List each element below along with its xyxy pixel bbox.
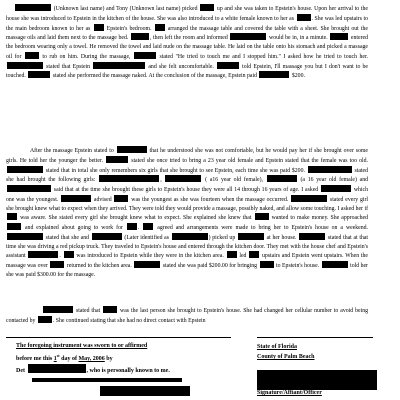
paragraph-text: , [160, 177, 165, 184]
paragraph-text: at her house. [264, 234, 299, 241]
county-label: County of Palm Beach [257, 354, 315, 360]
redaction-block [217, 62, 239, 69]
redaction-block [92, 233, 122, 240]
paragraph-text: stated she performed the massage naked. At the conclusion of the massage, Epstein paid [51, 73, 259, 80]
redaction-block [7, 166, 43, 173]
redaction-block [93, 62, 145, 69]
bottom-redaction-stamp [100, 386, 190, 396]
redaction-block [299, 233, 325, 240]
paragraph-text: told her she was paid $300.00 for the massage. [6, 263, 368, 278]
redaction-block [38, 316, 52, 323]
redaction-block [259, 71, 289, 78]
paragraph-text: . She was led upstairs to the main bedroom known to her as [6, 15, 369, 32]
redaction-block [321, 185, 351, 192]
paragraph-text: to Epstein's house. [274, 263, 321, 269]
footer-rule-left [6, 337, 231, 338]
redaction-block [7, 233, 43, 240]
paragraph-text: entered the bedroom wearing only a towel. He removed the towel and laid nude on the massage table. He laid on the table onto his stomach and picked a massage oil for [6, 35, 368, 60]
paragraph-text: was introduced to Epstein while they were in the kitchen area. [74, 253, 226, 260]
paragraph-text: led [237, 253, 249, 260]
paragraph-text: stated she had brought the following girls: [6, 167, 368, 184]
paragraph-text: wanted to make money. She approached [269, 215, 368, 222]
paragraph-text: stated that she and [44, 234, 91, 241]
det-name-redaction [28, 364, 86, 373]
redaction-block [28, 251, 58, 258]
redaction-block [25, 52, 39, 59]
redaction-block [155, 24, 165, 31]
paragraph-text: said that at the time she brought these girls to Epstein's house they were all 14 through 16 years of age. I asked [52, 187, 321, 193]
paragraph-text: would be in, in a minute. [267, 35, 330, 42]
paragraph-text: . [137, 225, 143, 231]
paragraph-text: (Later identified as [122, 234, 171, 241]
redaction-block [15, 4, 51, 11]
paragraph-text: up and she was taken to Epstein's house. Upon her arrival to the house she was introduced to Epstein in the kitchen of the house. She was also introduced to a white female known to her as [6, 6, 368, 22]
paragraph-text: arranged the massage table and covered the table with a sheet. She brought out the massage oils and laid them next to the massage bed. [6, 25, 368, 42]
redaction-block [94, 24, 104, 31]
paragraph-text: stated "He tried to touch me and I stopped him." I asked how he tried to touch her. [156, 53, 369, 60]
redaction-block [61, 195, 91, 202]
month-year-value: May, 2006 [78, 356, 105, 362]
sworn-line: The foregoing instrument was sworn to or affirmed [16, 343, 148, 349]
paragraph-1 [6, 4, 368, 81]
redaction-block [200, 4, 214, 11]
bottom-redaction-left [32, 378, 182, 382]
paragraph-text: stated that Epstein [44, 63, 93, 70]
paragraph-3 [6, 306, 368, 326]
redaction-block [7, 223, 21, 230]
redaction-block [249, 251, 259, 258]
redaction-block [103, 306, 117, 313]
paragraph-text: was the last person she brought to Epstein's house. She had changed her cellular number to avoid being contacted by [6, 308, 368, 324]
paragraph-text: $200. [290, 73, 305, 80]
redaction-block [127, 223, 137, 230]
footer-rule-right [257, 337, 373, 338]
redaction-block [165, 175, 201, 182]
redaction-block [28, 71, 50, 78]
paragraph-text: (Unknown last name) and Tony (Unknown last name) picked [52, 6, 200, 12]
signature-redaction [257, 370, 377, 390]
signature-label: Signature/Affiant/Officer [257, 390, 322, 396]
paragraph-text: that he understood she was not comfortable, but he would pay her if she brought over some girls. He told her the younger the better. [6, 148, 368, 164]
redaction-block [230, 33, 266, 40]
paragraph-text: told Epstein, I'll massage you but I don't want to be touched. [6, 63, 368, 80]
paragraph-text: was aware. She stated every girl she brought knew what to expect. She explained she knew that [18, 215, 254, 222]
paragraph-text: , then left the room and informed [149, 35, 230, 42]
redaction-block [227, 251, 237, 258]
redaction-block [7, 62, 43, 69]
paragraph-text: ) picked up [208, 234, 237, 241]
det-line: Det , who is personally known to me. [16, 364, 236, 376]
paragraph-text: agreed and arrangements were made to bring her to Epstein's house on a weekend. [154, 225, 368, 231]
state-label: State of Florida [257, 344, 297, 350]
redaction-block [99, 175, 159, 182]
paragraph-text: . She continued stating that she had no direct contact with Epstein [52, 317, 206, 324]
redaction-block [64, 251, 74, 258]
before-me-line: before me this 1st day of May, 2006 by [16, 353, 113, 362]
paragraph-text: Epstein's bedroom. [104, 25, 154, 32]
redaction-block [131, 33, 149, 40]
paragraph-text: stated that in total she only remembers six girls that she brought to see Epstein, each time she was paid $200. [44, 167, 307, 174]
paragraph-text: stated that at that time she was driving a red pickup truck. They traveled to Epstein's house and entered through the kitchen door. They met with the house chef and Epstein's assistant [6, 234, 369, 260]
notary-block [16, 342, 236, 376]
paragraph-text: (a 16 year old female) and [297, 177, 368, 184]
redaction-block [117, 146, 147, 153]
redaction-block [238, 233, 264, 240]
paragraph-text: which one was the youngest. [6, 187, 368, 203]
paragraph-text: stated she once tried to bring a 23 year old female and Epstein stated that the female was too old. [129, 157, 368, 164]
redaction-block [297, 14, 311, 21]
redaction-block [143, 223, 153, 230]
paragraph-text: After the massage Epstein stated to [30, 148, 116, 154]
redaction-block [172, 233, 208, 240]
paragraph-text: returned to the kitchen area. [65, 263, 134, 269]
redaction-block [114, 195, 128, 202]
redaction-block [267, 175, 297, 182]
redaction-block [134, 261, 160, 268]
redaction-block [134, 52, 156, 59]
redaction-block [291, 195, 327, 202]
paragraph-text: . [59, 253, 63, 260]
redaction-block [255, 213, 269, 220]
redaction-block [7, 213, 17, 220]
redaction-block [322, 261, 348, 268]
redaction-block [7, 185, 51, 192]
redaction-block [50, 261, 64, 268]
redaction-block [260, 261, 274, 268]
redaction-block [43, 306, 73, 313]
day-value: 1 [53, 356, 57, 362]
paragraph-text: and she felt uncomfortable. [146, 63, 217, 70]
paragraph-text: ( a16 year old female), [202, 177, 266, 184]
redaction-block [106, 156, 128, 163]
paragraph-2 [6, 146, 368, 280]
paragraph-text: stated that [74, 308, 103, 314]
paragraph-text: was the youngest as she was fourteen when the massage occurred. [129, 196, 291, 203]
redaction-block [330, 33, 348, 40]
paragraph-text: and explained about going to work for [22, 225, 126, 231]
paragraph-text: upstairs and Epstein went upstairs. When the massage was over [6, 253, 368, 269]
redaction-block [308, 166, 352, 173]
paragraph-text: advised [92, 196, 114, 203]
paragraph-text: to rub on him. During the massage, [39, 53, 133, 60]
paragraph-text: stated she was paid $200.00 for bringing [161, 263, 259, 269]
paragraph-text: stated every girl she brought knew what to expect when they arrived. They were told they would provide a massage, possibly naked, and allow some touching. I asked her if [6, 196, 369, 212]
